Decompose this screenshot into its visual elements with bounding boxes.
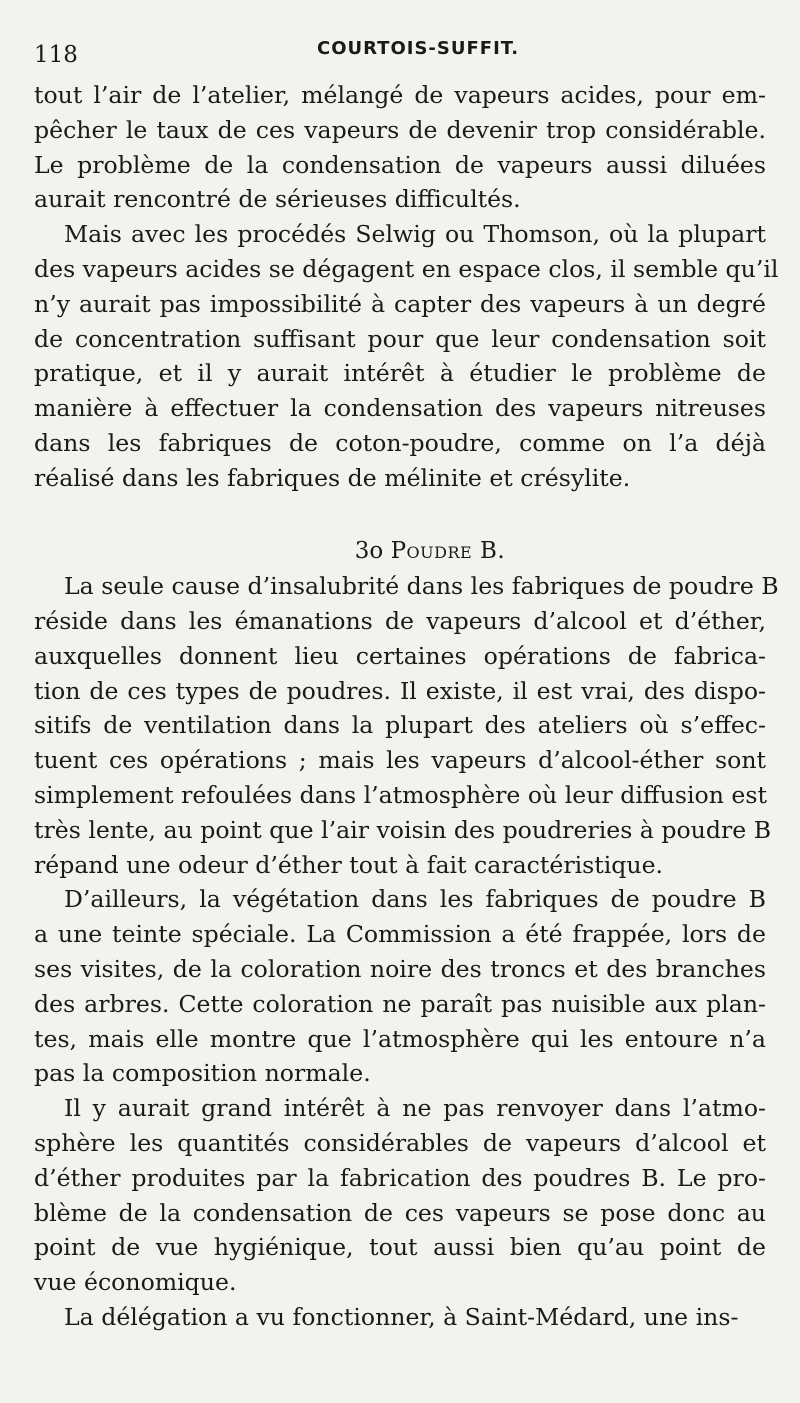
text-line: La seule cause d’insalubrité dans les fabriques de poudre B <box>64 572 779 601</box>
text-line: ses visites, de la coloration noire des troncs et des branches <box>34 954 766 983</box>
text-line: des vapeurs acides se dégagent en espace clos, il semble qu’il <box>34 254 779 283</box>
paragraph-p6 <box>34 1300 766 1335</box>
text-line: très lente, au point que l’air voisin des poudreries à poudre B <box>34 815 772 844</box>
section-title-text: Poudre B. <box>390 538 506 565</box>
paragraph-p4 <box>34 882 766 1091</box>
text-line: pratique, et il y aurait intérêt à étudier le problème de <box>34 359 766 388</box>
text-line: blème de la condensation de ces vapeurs se pose donc au <box>34 1198 766 1227</box>
paragraph-p2 <box>34 217 779 495</box>
text-line: sphère les quantités considérables de vapeurs d’alcool et <box>34 1128 766 1157</box>
text-line: vue économique. <box>34 1268 237 1297</box>
running-head: COURTOIS-SUFFIT. <box>317 38 520 59</box>
text-line: tion de ces types de poudres. Il existe, il est vrai, des dispo- <box>34 676 766 705</box>
text-line: a une teinte spéciale. La Commission a été frappée, lors de <box>34 920 766 949</box>
text-line: tout l’air de l’atelier, mélangé de vapeurs acides, pour em- <box>34 81 766 109</box>
text-line: tes, mais elle montre que l’atmosphère qui les entoure n’a <box>34 1024 766 1053</box>
section-spacer <box>34 496 766 531</box>
text-line: aurait rencontré de sérieuses difficultés. <box>34 185 521 214</box>
text-line: dans les fabriques de coton-poudre, comme on l’a déjà <box>34 428 766 457</box>
text-part-1 <box>34 78 779 496</box>
text-line: simplement refoulées dans l’atmosphère où leur diffusion est <box>34 780 767 809</box>
page-header <box>32 32 768 72</box>
text-line: pas la composition normale. <box>34 1059 371 1088</box>
text-line: Mais avec les procédés Selwig ou Thomson, où la plupart <box>64 220 766 249</box>
page-body <box>34 78 779 1335</box>
text-line: Le problème de la condensation de vapeurs aussi diluées <box>34 150 766 179</box>
text-part-2 <box>34 569 779 1335</box>
text-line: tuent ces opérations ; mais les vapeurs d’alcool-éther sont <box>34 746 766 775</box>
text-line: La délégation a vu fonctionner, à Saint-Médard, une ins- <box>64 1302 739 1331</box>
text-line: sitifs de ventilation dans la plupart des ateliers où s’effec- <box>34 711 766 740</box>
text-line: réalisé dans les fabriques de mélinite et crésylite. <box>34 463 631 492</box>
text-line: des arbres. Cette coloration ne paraît pas nuisible aux plan- <box>34 989 766 1018</box>
text-line: répand une odeur d’éther tout à fait caractéristique. <box>34 850 664 879</box>
section-title <box>34 534 766 569</box>
section-number: 3o <box>354 538 384 565</box>
text-line: manière à effectuer la condensation des vapeurs nitreuses <box>34 394 766 423</box>
text-line: réside dans les émanations de vapeurs d’alcool et d’éther, <box>34 606 766 635</box>
text-line: de concentration suffisant pour que leur condensation soit <box>34 324 766 353</box>
text-line: point de vue hygiénique, tout aussi bien qu’au point de <box>34 1233 766 1262</box>
text-line: Il y aurait grand intérêt à ne pas renvoyer dans l’atmo- <box>64 1094 766 1123</box>
paragraph-p5 <box>34 1091 766 1300</box>
text-line: D’ailleurs, la végétation dans les fabriques de poudre B <box>64 885 766 914</box>
text-line: auxquelles donnent lieu certaines opérations de fabrica- <box>34 641 766 670</box>
text-line: d’éther produites par la fabrication des poudres B. Le pro- <box>34 1163 766 1192</box>
paragraph-p3 <box>34 569 779 882</box>
paragraph-p1 <box>34 78 766 217</box>
text-line: pêcher le taux de ces vapeurs de devenir trop considérable. <box>34 115 766 144</box>
page-number: 118 <box>34 42 78 68</box>
text-line: n’y aurait pas impossibilité à capter des vapeurs à un degré <box>34 289 766 318</box>
